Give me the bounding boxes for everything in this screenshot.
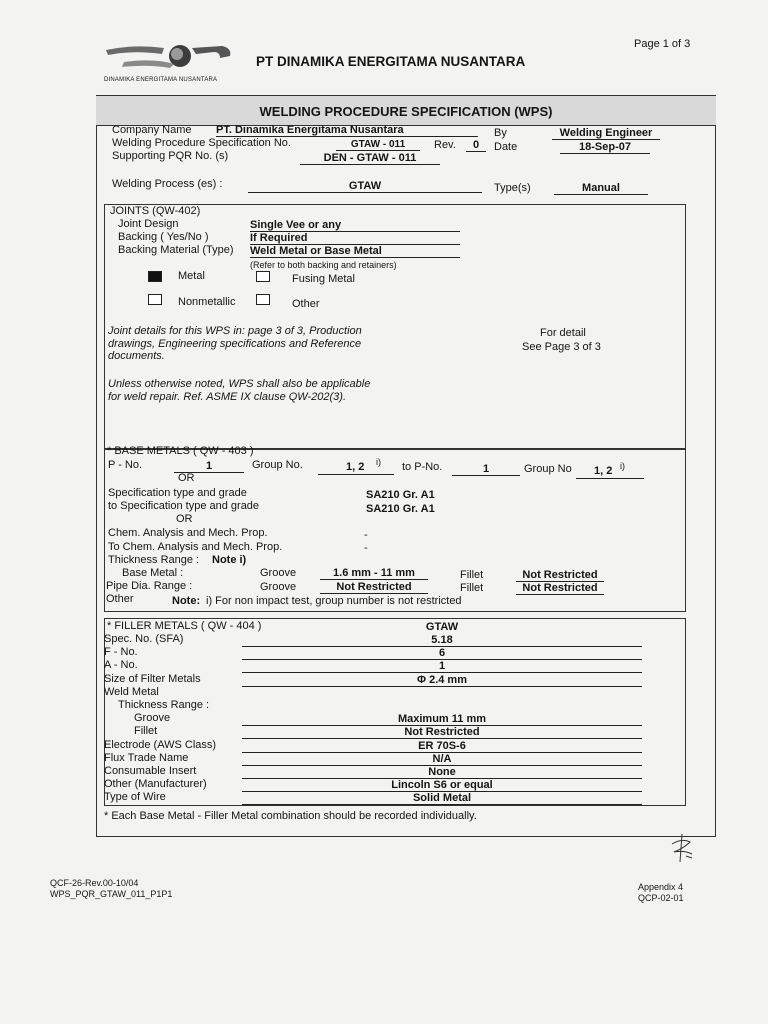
thickness-range-label: Thickness Range : (108, 554, 200, 566)
group-no-value: 1, 2 (346, 461, 365, 473)
filler-row-label: Flux Trade Name (104, 752, 189, 764)
pqr-value: DEN - GTAW - 011 (300, 152, 440, 165)
company-heading: PT DINAMIKA ENERGITAMA NUSANTARA (256, 54, 526, 69)
pqr-label: Supporting PQR No. (s) (112, 150, 229, 162)
group-no-2-label: Group No (524, 463, 572, 475)
date-value: 18-Sep-07 (560, 141, 650, 154)
by-label: By (494, 127, 507, 139)
filler-row-label: Consumable Insert (104, 765, 197, 777)
groove-label: Groove (260, 567, 297, 579)
joint-design-label: Joint Design (118, 218, 179, 230)
filler-row-value: Maximum 11 mm (397, 713, 487, 725)
filler-row-label: Type of Wire (104, 791, 166, 803)
filler-row-line (242, 738, 642, 739)
other-note-label: Note: (172, 595, 201, 607)
base-metals-heading: * BASE METALS ( QW - 403 ) (107, 445, 254, 457)
filler-row-label: Size of Filter Metals (104, 673, 201, 685)
group-no-2-sup: i) (620, 461, 625, 471)
or-label-2: OR (176, 513, 193, 525)
filler-row-line (242, 672, 642, 673)
footer-appendix: Appendix 4 (638, 882, 684, 892)
chem-analysis-value: - (364, 529, 368, 541)
filler-row-line (242, 804, 642, 805)
filler-row-label: Electrode (AWS Class) (104, 739, 217, 751)
process-value: GTAW (248, 180, 482, 193)
backing-note: (Refer to both backing and retainers) (250, 260, 397, 270)
rev-value: 0 (466, 139, 486, 152)
type-label: Type(s) (494, 182, 531, 194)
form-title: WELDING PROCEDURE SPECIFICATION (WPS) (259, 104, 553, 119)
group-no-2-value: 1, 2 (594, 465, 613, 477)
filler-metals-heading: * FILLER METALS ( QW - 404 ) (107, 620, 262, 632)
backing-material-value: Weld Metal or Base Metal (250, 245, 460, 258)
pipe-dia-label: Pipe Dia. Range : (106, 580, 193, 592)
to-spec-grade-label: to Specification type and grade (108, 500, 260, 512)
to-p-no-label: to P-No. (402, 461, 443, 473)
footer-qcp: QCP-02-01 (638, 893, 684, 903)
process-label: Welding Process (es) : (112, 178, 223, 190)
date-label: Date (494, 141, 518, 153)
joint-details-line-3: documents. (108, 350, 165, 362)
metal-option-label: Metal (178, 270, 205, 282)
chem-analysis-label: Chem. Analysis and Mech. Prop. (108, 527, 268, 539)
wps-number-label: Welding Procedure Specification No. (112, 137, 291, 149)
to-spec-grade-value: SA210 Gr. A1 (366, 503, 435, 515)
company-name-value: PT. Dinamika Energitama Nusantara (216, 124, 478, 137)
filler-row-value: Φ 2.4 mm (417, 674, 467, 686)
unless-line-2: for weld repair. Ref. ASME IX clause QW-202(3). (108, 391, 347, 403)
company-logo-icon (104, 42, 234, 74)
metal-checkbox[interactable] (148, 271, 162, 282)
filler-footnote: * Each Base Metal - Filler Metal combination should be recorded individually. (104, 810, 477, 822)
filler-row-value: 6 (438, 647, 446, 659)
filler-row-label: F - No. (104, 646, 138, 658)
fusing-metal-checkbox[interactable] (256, 271, 270, 282)
spec-grade-value: SA210 Gr. A1 (366, 489, 435, 501)
for-detail-label: For detail (540, 327, 586, 339)
other-note-value: i) For non impact test, group number is not restricted (206, 595, 462, 607)
p-no-label: P - No. (108, 459, 143, 471)
pipe-groove-label: Groove (260, 581, 297, 593)
footer-code-2: WPS_PQR_GTAW_011_P1P1 (50, 889, 173, 899)
type-value: Manual (554, 182, 648, 195)
filler-row-label: Other (Manufacturer) (104, 778, 207, 790)
other-option-label: Other (292, 298, 320, 310)
backing-value: If Required (250, 232, 460, 245)
unless-line-1: Unless otherwise noted, WPS shall also be applicable (108, 378, 371, 390)
filler-row-value: ER 70S-6 (418, 740, 466, 752)
filler-row-value: Not Restricted (404, 726, 480, 738)
fusing-metal-option-label: Fusing Metal (292, 273, 355, 285)
logo-caption: DINAMIKA ENERGITAMA NUSANTARA (104, 77, 218, 83)
base-metal-label: Base Metal : (122, 567, 184, 579)
joint-details-line-2: drawings, Engineering specifications and Reference (108, 338, 362, 350)
backing-material-label: Backing Material (Type) (118, 244, 234, 256)
group-no-sup: i) (376, 457, 381, 467)
filler-row-value: Solid Metal (412, 792, 472, 804)
filler-gtaw-column: GTAW (425, 621, 459, 633)
to-chem-analysis-label: To Chem. Analysis and Mech. Prop. (108, 541, 283, 553)
thickness-note: Note i) (212, 554, 247, 566)
filler-row-label: A - No. (104, 659, 138, 671)
filler-row-label: Fillet (134, 725, 158, 737)
to-p-no-value: 1 (452, 463, 520, 476)
group-no-2-line (576, 461, 644, 479)
nonmetallic-checkbox[interactable] (148, 294, 162, 305)
wps-number-value: GTAW - 011 (336, 139, 420, 151)
see-page-label: See Page 3 of 3 (522, 341, 601, 353)
footer-code-1: QCF-26-Rev.00-10/04 (50, 878, 139, 888)
filler-row-label: Thickness Range : (118, 699, 210, 711)
joint-design-value: Single Vee or any (250, 219, 460, 232)
page-number: Page 1 of 3 (634, 38, 691, 50)
fillet-value: Not Restricted (516, 569, 604, 582)
group-no-label: Group No. (252, 459, 303, 471)
filler-row-value: N/A (432, 753, 452, 765)
filler-row-line (242, 686, 642, 687)
filler-row-label: Weld Metal (104, 686, 159, 698)
joints-heading: JOINTS (QW-402) (110, 205, 201, 217)
filler-row-value: None (428, 766, 456, 778)
by-value: Welding Engineer (552, 127, 660, 140)
p-no-value: 1 (174, 460, 244, 473)
filler-row-label: Spec. No. (SFA) (104, 633, 184, 645)
spec-grade-label: Specification type and grade (108, 487, 247, 499)
groove-value: 1.6 mm - 11 mm (320, 567, 428, 580)
filler-row-value: 1 (438, 660, 446, 672)
fillet-label: Fillet (460, 569, 484, 581)
filler-row-label: Groove (134, 712, 171, 724)
backing-label: Backing ( Yes/No ) (118, 231, 209, 243)
pipe-groove-value: Not Restricted (320, 581, 428, 594)
joint-details-line-1: Joint details for this WPS in: page 3 of 3, Production (108, 325, 362, 337)
or-label-1: OR (178, 472, 195, 484)
pipe-fillet-label: Fillet (460, 582, 484, 594)
company-name-label: Company Name (112, 124, 192, 136)
rev-label: Rev. (434, 139, 456, 151)
filler-row-value: Lincoln S6 or equal (391, 779, 493, 791)
to-chem-analysis-value: - (364, 542, 368, 554)
other-checkbox[interactable] (256, 294, 270, 305)
nonmetallic-option-label: Nonmetallic (178, 296, 236, 308)
group-no-line (318, 457, 394, 475)
pipe-fillet-value: Not Restricted (516, 582, 604, 595)
filler-row-value: 5.18 (431, 634, 453, 646)
signature-icon (668, 832, 696, 866)
other-label: Other (106, 593, 134, 605)
